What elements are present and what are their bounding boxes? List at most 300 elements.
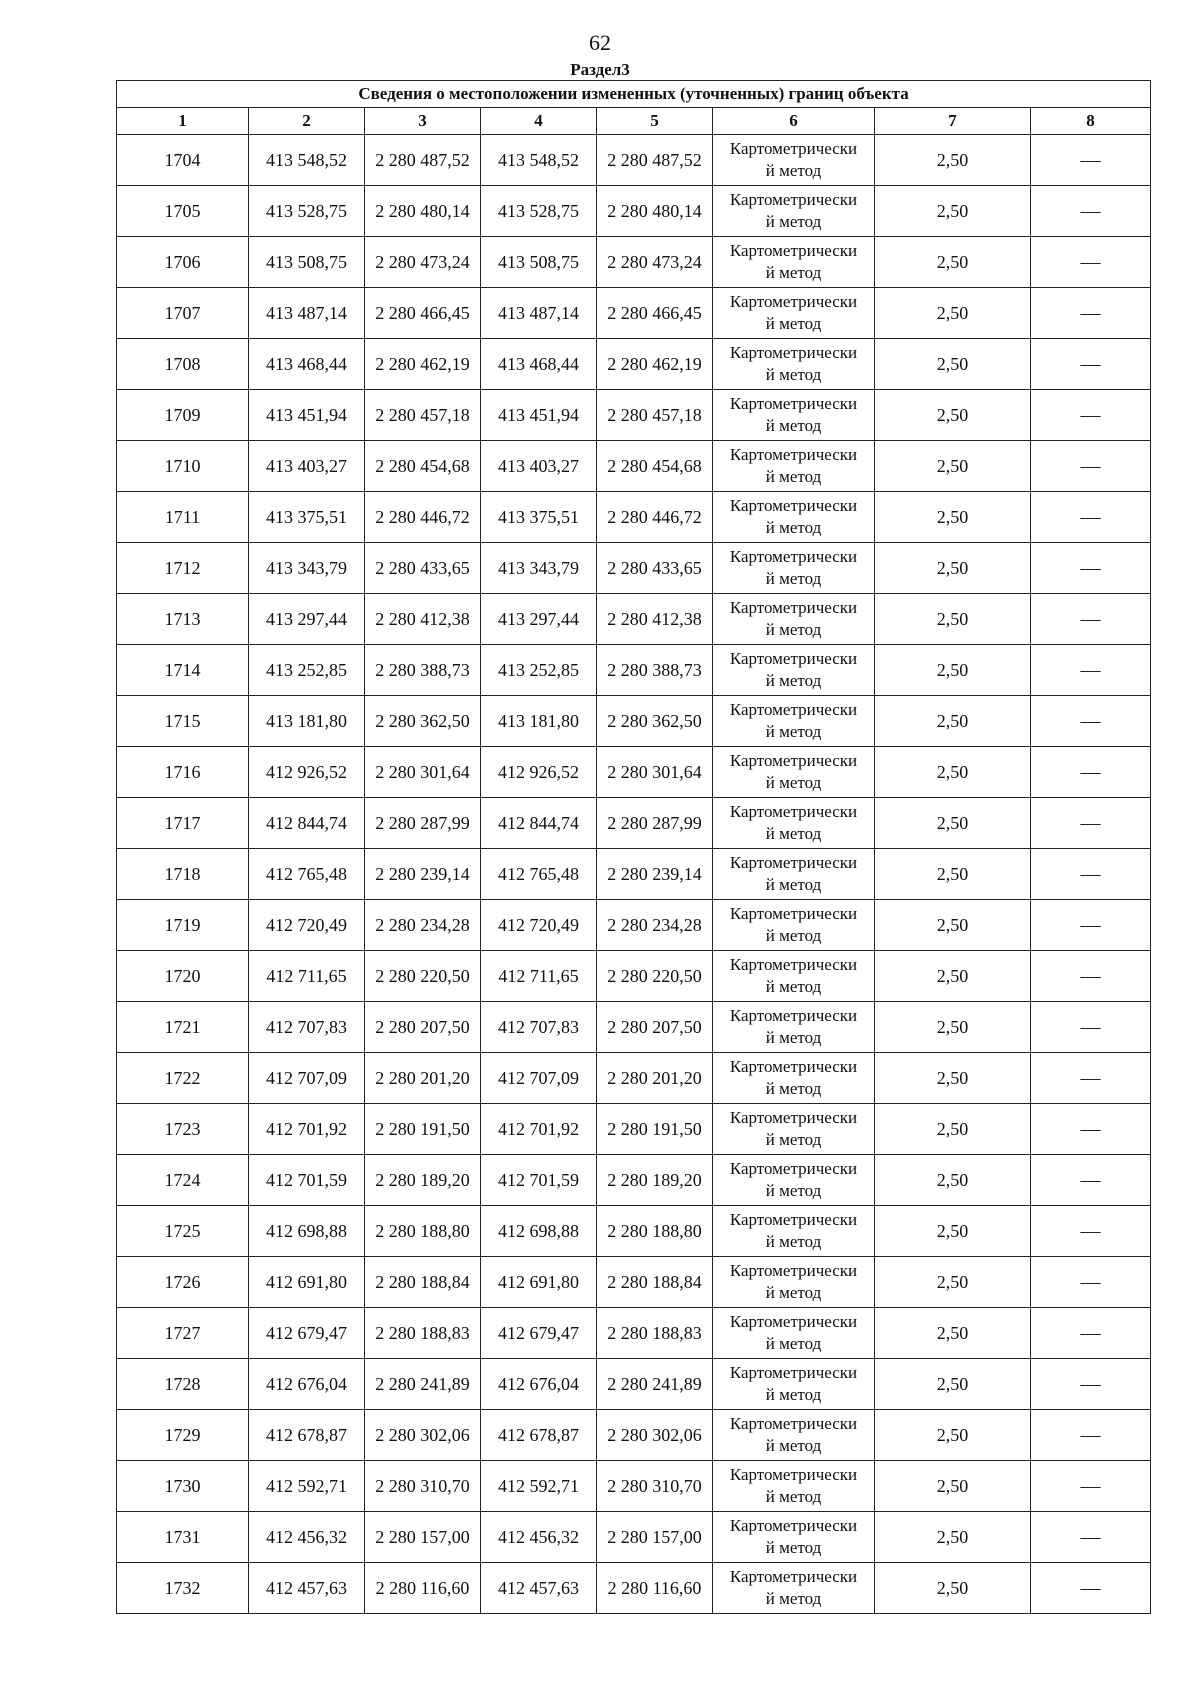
table-row xyxy=(117,1257,1151,1308)
method-line: Картометрически xyxy=(729,802,858,821)
point-number-cell: 1721 xyxy=(117,1002,249,1053)
precision-cell: 2,50 xyxy=(875,798,1031,849)
coord-x-refined-cell: 412 457,63 xyxy=(481,1563,597,1614)
method-line: Картометрически xyxy=(729,343,858,362)
method-line: й метод xyxy=(765,926,822,945)
coord-y-refined-cell: 2 280 457,18 xyxy=(597,390,713,441)
coord-y-existing-cell: 2 280 388,73 xyxy=(365,645,481,696)
coord-y-existing-cell: 2 280 207,50 xyxy=(365,1002,481,1053)
point-number-cell: 1722 xyxy=(117,1053,249,1104)
coord-y-refined-cell: 2 280 462,19 xyxy=(597,339,713,390)
method-line: й метод xyxy=(765,1487,822,1506)
table-row xyxy=(117,594,1151,645)
method-line: й метод xyxy=(765,824,822,843)
precision-cell: 2,50 xyxy=(875,543,1031,594)
coord-x-existing-cell: 412 698,88 xyxy=(249,1206,365,1257)
coord-y-existing-cell: 2 280 412,38 xyxy=(365,594,481,645)
table-row xyxy=(117,288,1151,339)
precision-cell: 2,50 xyxy=(875,747,1031,798)
coord-x-existing-cell: 412 701,59 xyxy=(249,1155,365,1206)
column-number: 7 xyxy=(875,108,1031,135)
coord-y-existing-cell: 2 280 466,45 xyxy=(365,288,481,339)
method-cell xyxy=(713,747,875,798)
coord-x-existing-cell: 413 297,44 xyxy=(249,594,365,645)
point-number-cell: 1715 xyxy=(117,696,249,747)
coord-y-refined-cell: 2 280 220,50 xyxy=(597,951,713,1002)
column-number-row xyxy=(117,108,1151,135)
coord-y-existing-cell: 2 280 239,14 xyxy=(365,849,481,900)
coord-y-existing-cell: 2 280 188,80 xyxy=(365,1206,481,1257)
method-cell xyxy=(713,492,875,543)
table-row xyxy=(117,135,1151,186)
precision-cell: 2,50 xyxy=(875,390,1031,441)
point-number-cell: 1707 xyxy=(117,288,249,339)
precision-cell: 2,50 xyxy=(875,441,1031,492)
method-line: й метод xyxy=(765,518,822,537)
method-line: Картометрически xyxy=(729,751,858,770)
coord-y-refined-cell: 2 280 157,00 xyxy=(597,1512,713,1563)
coord-x-existing-cell: 412 926,52 xyxy=(249,747,365,798)
note-cell: — xyxy=(1031,135,1151,186)
method-line: Картометрически xyxy=(729,1465,858,1484)
coord-x-existing-cell: 412 720,49 xyxy=(249,900,365,951)
precision-cell: 2,50 xyxy=(875,237,1031,288)
coord-x-existing-cell: 412 707,83 xyxy=(249,1002,365,1053)
method-line: й метод xyxy=(765,1436,822,1455)
note-cell: — xyxy=(1031,1410,1151,1461)
coord-y-refined-cell: 2 280 480,14 xyxy=(597,186,713,237)
method-line: й метод xyxy=(765,1283,822,1302)
coord-y-existing-cell: 2 280 234,28 xyxy=(365,900,481,951)
method-cell xyxy=(713,339,875,390)
point-number-cell: 1710 xyxy=(117,441,249,492)
coord-y-refined-cell: 2 280 234,28 xyxy=(597,900,713,951)
coord-y-refined-cell: 2 280 239,14 xyxy=(597,849,713,900)
method-line: Картометрически xyxy=(729,1108,858,1127)
point-number-cell: 1725 xyxy=(117,1206,249,1257)
coord-x-refined-cell: 412 765,48 xyxy=(481,849,597,900)
method-cell xyxy=(713,1308,875,1359)
precision-cell: 2,50 xyxy=(875,1563,1031,1614)
method-line: Картометрически xyxy=(729,1159,858,1178)
table-row xyxy=(117,1155,1151,1206)
table-row xyxy=(117,1308,1151,1359)
table-row xyxy=(117,849,1151,900)
column-number: 1 xyxy=(117,108,249,135)
method-line: Картометрически xyxy=(729,1363,858,1382)
note-cell: — xyxy=(1031,1461,1151,1512)
note-cell: — xyxy=(1031,339,1151,390)
precision-cell: 2,50 xyxy=(875,594,1031,645)
precision-cell: 2,50 xyxy=(875,492,1031,543)
method-line: Картометрически xyxy=(729,496,858,515)
coord-y-existing-cell: 2 280 302,06 xyxy=(365,1410,481,1461)
note-cell: — xyxy=(1031,747,1151,798)
point-number-cell: 1705 xyxy=(117,186,249,237)
coord-x-refined-cell: 412 707,83 xyxy=(481,1002,597,1053)
precision-cell: 2,50 xyxy=(875,900,1031,951)
coord-y-existing-cell: 2 280 433,65 xyxy=(365,543,481,594)
coord-y-existing-cell: 2 280 457,18 xyxy=(365,390,481,441)
column-number: 3 xyxy=(365,108,481,135)
method-line: й метод xyxy=(765,977,822,996)
point-number-cell: 1726 xyxy=(117,1257,249,1308)
coord-x-existing-cell: 412 679,47 xyxy=(249,1308,365,1359)
page-number: 62 xyxy=(589,30,611,55)
note-cell: — xyxy=(1031,1563,1151,1614)
point-number-cell: 1704 xyxy=(117,135,249,186)
method-line: Картометрически xyxy=(729,1006,858,1025)
coord-y-existing-cell: 2 280 301,64 xyxy=(365,747,481,798)
coord-x-existing-cell: 413 468,44 xyxy=(249,339,365,390)
note-cell: — xyxy=(1031,1308,1151,1359)
table-row xyxy=(117,1512,1151,1563)
table-caption: Сведения о местоположении измененных (уточненных) границ объекта xyxy=(117,81,1151,108)
table-row xyxy=(117,1461,1151,1512)
coord-x-refined-cell: 412 678,87 xyxy=(481,1410,597,1461)
coord-y-refined-cell: 2 280 188,80 xyxy=(597,1206,713,1257)
precision-cell: 2,50 xyxy=(875,849,1031,900)
table-row xyxy=(117,900,1151,951)
method-line: й метод xyxy=(765,416,822,435)
note-cell: — xyxy=(1031,390,1151,441)
method-line: й метод xyxy=(765,161,822,180)
precision-cell: 2,50 xyxy=(875,1410,1031,1461)
column-number: 6 xyxy=(713,108,875,135)
coord-y-refined-cell: 2 280 301,64 xyxy=(597,747,713,798)
method-line: й метод xyxy=(765,1130,822,1149)
coord-x-existing-cell: 413 252,85 xyxy=(249,645,365,696)
precision-cell: 2,50 xyxy=(875,339,1031,390)
point-number-cell: 1709 xyxy=(117,390,249,441)
method-cell xyxy=(713,1512,875,1563)
precision-cell: 2,50 xyxy=(875,1053,1031,1104)
precision-cell: 2,50 xyxy=(875,1155,1031,1206)
method-line: й метод xyxy=(765,620,822,639)
method-line: й метод xyxy=(765,467,822,486)
table-body xyxy=(117,135,1151,1614)
precision-cell: 2,50 xyxy=(875,951,1031,1002)
coord-y-existing-cell: 2 280 116,60 xyxy=(365,1563,481,1614)
coord-y-refined-cell: 2 280 287,99 xyxy=(597,798,713,849)
table-row xyxy=(117,1104,1151,1155)
method-line: й метод xyxy=(765,1589,822,1608)
coord-x-existing-cell: 413 181,80 xyxy=(249,696,365,747)
point-number-cell: 1731 xyxy=(117,1512,249,1563)
coord-x-refined-cell: 413 403,27 xyxy=(481,441,597,492)
note-cell: — xyxy=(1031,237,1151,288)
method-line: й метод xyxy=(765,1385,822,1404)
method-line: й метод xyxy=(765,212,822,231)
method-line: Картометрически xyxy=(729,394,858,413)
coord-x-existing-cell: 413 528,75 xyxy=(249,186,365,237)
method-line: Картометрически xyxy=(729,853,858,872)
coord-x-refined-cell: 412 676,04 xyxy=(481,1359,597,1410)
method-cell xyxy=(713,543,875,594)
method-cell xyxy=(713,1410,875,1461)
method-line: Картометрически xyxy=(729,649,858,668)
coord-x-existing-cell: 413 487,14 xyxy=(249,288,365,339)
precision-cell: 2,50 xyxy=(875,1512,1031,1563)
table-row xyxy=(117,441,1151,492)
coord-y-existing-cell: 2 280 473,24 xyxy=(365,237,481,288)
coord-y-existing-cell: 2 280 310,70 xyxy=(365,1461,481,1512)
coord-y-refined-cell: 2 280 473,24 xyxy=(597,237,713,288)
note-cell: — xyxy=(1031,492,1151,543)
table-row xyxy=(117,1359,1151,1410)
note-cell: — xyxy=(1031,288,1151,339)
coord-y-refined-cell: 2 280 201,20 xyxy=(597,1053,713,1104)
note-cell: — xyxy=(1031,543,1151,594)
method-line: й метод xyxy=(765,569,822,588)
method-line: Картометрически xyxy=(729,190,858,209)
coord-x-existing-cell: 413 548,52 xyxy=(249,135,365,186)
table-row xyxy=(117,1002,1151,1053)
precision-cell: 2,50 xyxy=(875,1206,1031,1257)
method-line: й метод xyxy=(765,1028,822,1047)
coord-x-refined-cell: 412 456,32 xyxy=(481,1512,597,1563)
note-cell: — xyxy=(1031,1257,1151,1308)
method-cell xyxy=(713,900,875,951)
method-cell xyxy=(713,1257,875,1308)
point-number-cell: 1724 xyxy=(117,1155,249,1206)
coord-x-refined-cell: 412 711,65 xyxy=(481,951,597,1002)
point-number-cell: 1718 xyxy=(117,849,249,900)
precision-cell: 2,50 xyxy=(875,696,1031,747)
point-number-cell: 1719 xyxy=(117,900,249,951)
precision-cell: 2,50 xyxy=(875,1002,1031,1053)
point-number-cell: 1723 xyxy=(117,1104,249,1155)
point-number-cell: 1706 xyxy=(117,237,249,288)
method-cell xyxy=(713,186,875,237)
point-number-cell: 1727 xyxy=(117,1308,249,1359)
note-cell: — xyxy=(1031,186,1151,237)
coord-y-refined-cell: 2 280 310,70 xyxy=(597,1461,713,1512)
note-cell: — xyxy=(1031,1053,1151,1104)
coord-x-refined-cell: 413 487,14 xyxy=(481,288,597,339)
coord-y-refined-cell: 2 280 189,20 xyxy=(597,1155,713,1206)
table-row xyxy=(117,492,1151,543)
coord-x-existing-cell: 412 765,48 xyxy=(249,849,365,900)
table-row xyxy=(117,390,1151,441)
coord-x-existing-cell: 413 343,79 xyxy=(249,543,365,594)
method-line: Картометрически xyxy=(729,1057,858,1076)
coord-y-refined-cell: 2 280 207,50 xyxy=(597,1002,713,1053)
method-cell xyxy=(713,288,875,339)
precision-cell: 2,50 xyxy=(875,1308,1031,1359)
coord-y-existing-cell: 2 280 446,72 xyxy=(365,492,481,543)
method-line: Картометрически xyxy=(729,445,858,464)
precision-cell: 2,50 xyxy=(875,135,1031,186)
section-title: Раздел3 xyxy=(570,60,630,79)
coord-x-existing-cell: 412 456,32 xyxy=(249,1512,365,1563)
method-line: Картометрически xyxy=(729,1567,858,1586)
coord-x-refined-cell: 412 701,92 xyxy=(481,1104,597,1155)
coord-x-existing-cell: 412 592,71 xyxy=(249,1461,365,1512)
method-cell xyxy=(713,1155,875,1206)
coord-y-refined-cell: 2 280 362,50 xyxy=(597,696,713,747)
method-cell xyxy=(713,1104,875,1155)
table-row xyxy=(117,339,1151,390)
boundary-coordinates-table xyxy=(116,80,1151,1614)
method-cell xyxy=(713,1002,875,1053)
coord-y-refined-cell: 2 280 116,60 xyxy=(597,1563,713,1614)
method-line: Картометрически xyxy=(729,292,858,311)
coord-x-existing-cell: 413 375,51 xyxy=(249,492,365,543)
precision-cell: 2,50 xyxy=(875,1461,1031,1512)
column-number: 5 xyxy=(597,108,713,135)
method-cell xyxy=(713,135,875,186)
coord-x-existing-cell: 412 457,63 xyxy=(249,1563,365,1614)
coord-y-refined-cell: 2 280 446,72 xyxy=(597,492,713,543)
method-line: Картометрически xyxy=(729,1210,858,1229)
coord-x-refined-cell: 413 375,51 xyxy=(481,492,597,543)
coord-y-existing-cell: 2 280 487,52 xyxy=(365,135,481,186)
column-number: 8 xyxy=(1031,108,1151,135)
note-cell: — xyxy=(1031,1002,1151,1053)
table-row xyxy=(117,1410,1151,1461)
coord-x-refined-cell: 413 548,52 xyxy=(481,135,597,186)
table-row xyxy=(117,645,1151,696)
coord-x-existing-cell: 412 701,92 xyxy=(249,1104,365,1155)
coord-x-refined-cell: 412 679,47 xyxy=(481,1308,597,1359)
table-row xyxy=(117,1053,1151,1104)
method-cell xyxy=(713,849,875,900)
note-cell: — xyxy=(1031,1206,1151,1257)
note-cell: — xyxy=(1031,441,1151,492)
method-line: Картометрически xyxy=(729,1516,858,1535)
coord-x-refined-cell: 412 926,52 xyxy=(481,747,597,798)
coord-y-existing-cell: 2 280 201,20 xyxy=(365,1053,481,1104)
point-number-cell: 1712 xyxy=(117,543,249,594)
coord-y-existing-cell: 2 280 362,50 xyxy=(365,696,481,747)
method-line: й метод xyxy=(765,722,822,741)
point-number-cell: 1732 xyxy=(117,1563,249,1614)
precision-cell: 2,50 xyxy=(875,1257,1031,1308)
method-line: й метод xyxy=(765,671,822,690)
coord-x-refined-cell: 413 181,80 xyxy=(481,696,597,747)
point-number-cell: 1730 xyxy=(117,1461,249,1512)
coord-x-existing-cell: 412 707,09 xyxy=(249,1053,365,1104)
coord-x-refined-cell: 413 468,44 xyxy=(481,339,597,390)
method-line: й метод xyxy=(765,1334,822,1353)
method-cell xyxy=(713,390,875,441)
note-cell: — xyxy=(1031,645,1151,696)
method-line: й метод xyxy=(765,875,822,894)
coord-y-refined-cell: 2 280 412,38 xyxy=(597,594,713,645)
coord-x-existing-cell: 413 403,27 xyxy=(249,441,365,492)
note-cell: — xyxy=(1031,798,1151,849)
note-cell: — xyxy=(1031,900,1151,951)
precision-cell: 2,50 xyxy=(875,186,1031,237)
coord-y-existing-cell: 2 280 241,89 xyxy=(365,1359,481,1410)
coord-y-existing-cell: 2 280 191,50 xyxy=(365,1104,481,1155)
method-line: Картометрически xyxy=(729,700,858,719)
point-number-cell: 1714 xyxy=(117,645,249,696)
method-cell xyxy=(713,696,875,747)
note-cell: — xyxy=(1031,849,1151,900)
note-cell: — xyxy=(1031,594,1151,645)
note-cell: — xyxy=(1031,1512,1151,1563)
precision-cell: 2,50 xyxy=(875,645,1031,696)
method-line: Картометрически xyxy=(729,1312,858,1331)
method-line: Картометрически xyxy=(729,904,858,923)
note-cell: — xyxy=(1031,951,1151,1002)
coord-y-refined-cell: 2 280 454,68 xyxy=(597,441,713,492)
coord-y-existing-cell: 2 280 188,83 xyxy=(365,1308,481,1359)
method-cell xyxy=(713,645,875,696)
precision-cell: 2,50 xyxy=(875,1359,1031,1410)
coord-y-existing-cell: 2 280 220,50 xyxy=(365,951,481,1002)
coord-x-refined-cell: 413 297,44 xyxy=(481,594,597,645)
method-cell xyxy=(713,594,875,645)
coord-x-refined-cell: 412 844,74 xyxy=(481,798,597,849)
method-line: Картометрически xyxy=(729,139,858,158)
precision-cell: 2,50 xyxy=(875,1104,1031,1155)
method-line: й метод xyxy=(765,314,822,333)
method-line: й метод xyxy=(765,1538,822,1557)
coord-y-existing-cell: 2 280 480,14 xyxy=(365,186,481,237)
coord-y-refined-cell: 2 280 466,45 xyxy=(597,288,713,339)
coord-x-existing-cell: 412 678,87 xyxy=(249,1410,365,1461)
point-number-cell: 1708 xyxy=(117,339,249,390)
note-cell: — xyxy=(1031,1155,1151,1206)
coord-x-existing-cell: 412 691,80 xyxy=(249,1257,365,1308)
table-row xyxy=(117,186,1151,237)
point-number-cell: 1717 xyxy=(117,798,249,849)
coord-x-existing-cell: 413 451,94 xyxy=(249,390,365,441)
coord-y-existing-cell: 2 280 157,00 xyxy=(365,1512,481,1563)
method-line: й метод xyxy=(765,1181,822,1200)
column-number: 2 xyxy=(249,108,365,135)
method-line: Картометрически xyxy=(729,955,858,974)
coord-y-existing-cell: 2 280 188,84 xyxy=(365,1257,481,1308)
coord-y-refined-cell: 2 280 188,84 xyxy=(597,1257,713,1308)
coord-x-refined-cell: 413 451,94 xyxy=(481,390,597,441)
table-row xyxy=(117,237,1151,288)
table-row xyxy=(117,798,1151,849)
coord-y-refined-cell: 2 280 487,52 xyxy=(597,135,713,186)
point-number-cell: 1720 xyxy=(117,951,249,1002)
coord-x-refined-cell: 413 508,75 xyxy=(481,237,597,288)
method-cell xyxy=(713,237,875,288)
table-row xyxy=(117,747,1151,798)
coord-x-existing-cell: 413 508,75 xyxy=(249,237,365,288)
note-cell: — xyxy=(1031,1359,1151,1410)
point-number-cell: 1711 xyxy=(117,492,249,543)
method-line: й метод xyxy=(765,773,822,792)
coord-x-refined-cell: 412 701,59 xyxy=(481,1155,597,1206)
method-line: й метод xyxy=(765,1232,822,1251)
coord-y-existing-cell: 2 280 462,19 xyxy=(365,339,481,390)
method-line: й метод xyxy=(765,1079,822,1098)
coord-y-existing-cell: 2 280 287,99 xyxy=(365,798,481,849)
coord-x-existing-cell: 412 676,04 xyxy=(249,1359,365,1410)
table-row xyxy=(117,543,1151,594)
coord-x-existing-cell: 412 711,65 xyxy=(249,951,365,1002)
point-number-cell: 1713 xyxy=(117,594,249,645)
coord-x-refined-cell: 413 252,85 xyxy=(481,645,597,696)
coord-y-refined-cell: 2 280 188,83 xyxy=(597,1308,713,1359)
coord-x-refined-cell: 412 592,71 xyxy=(481,1461,597,1512)
method-line: Картометрически xyxy=(729,547,858,566)
coord-y-existing-cell: 2 280 454,68 xyxy=(365,441,481,492)
coord-x-refined-cell: 413 343,79 xyxy=(481,543,597,594)
method-line: й метод xyxy=(765,365,822,384)
method-cell xyxy=(713,441,875,492)
method-line: й метод xyxy=(765,263,822,282)
table-row xyxy=(117,696,1151,747)
